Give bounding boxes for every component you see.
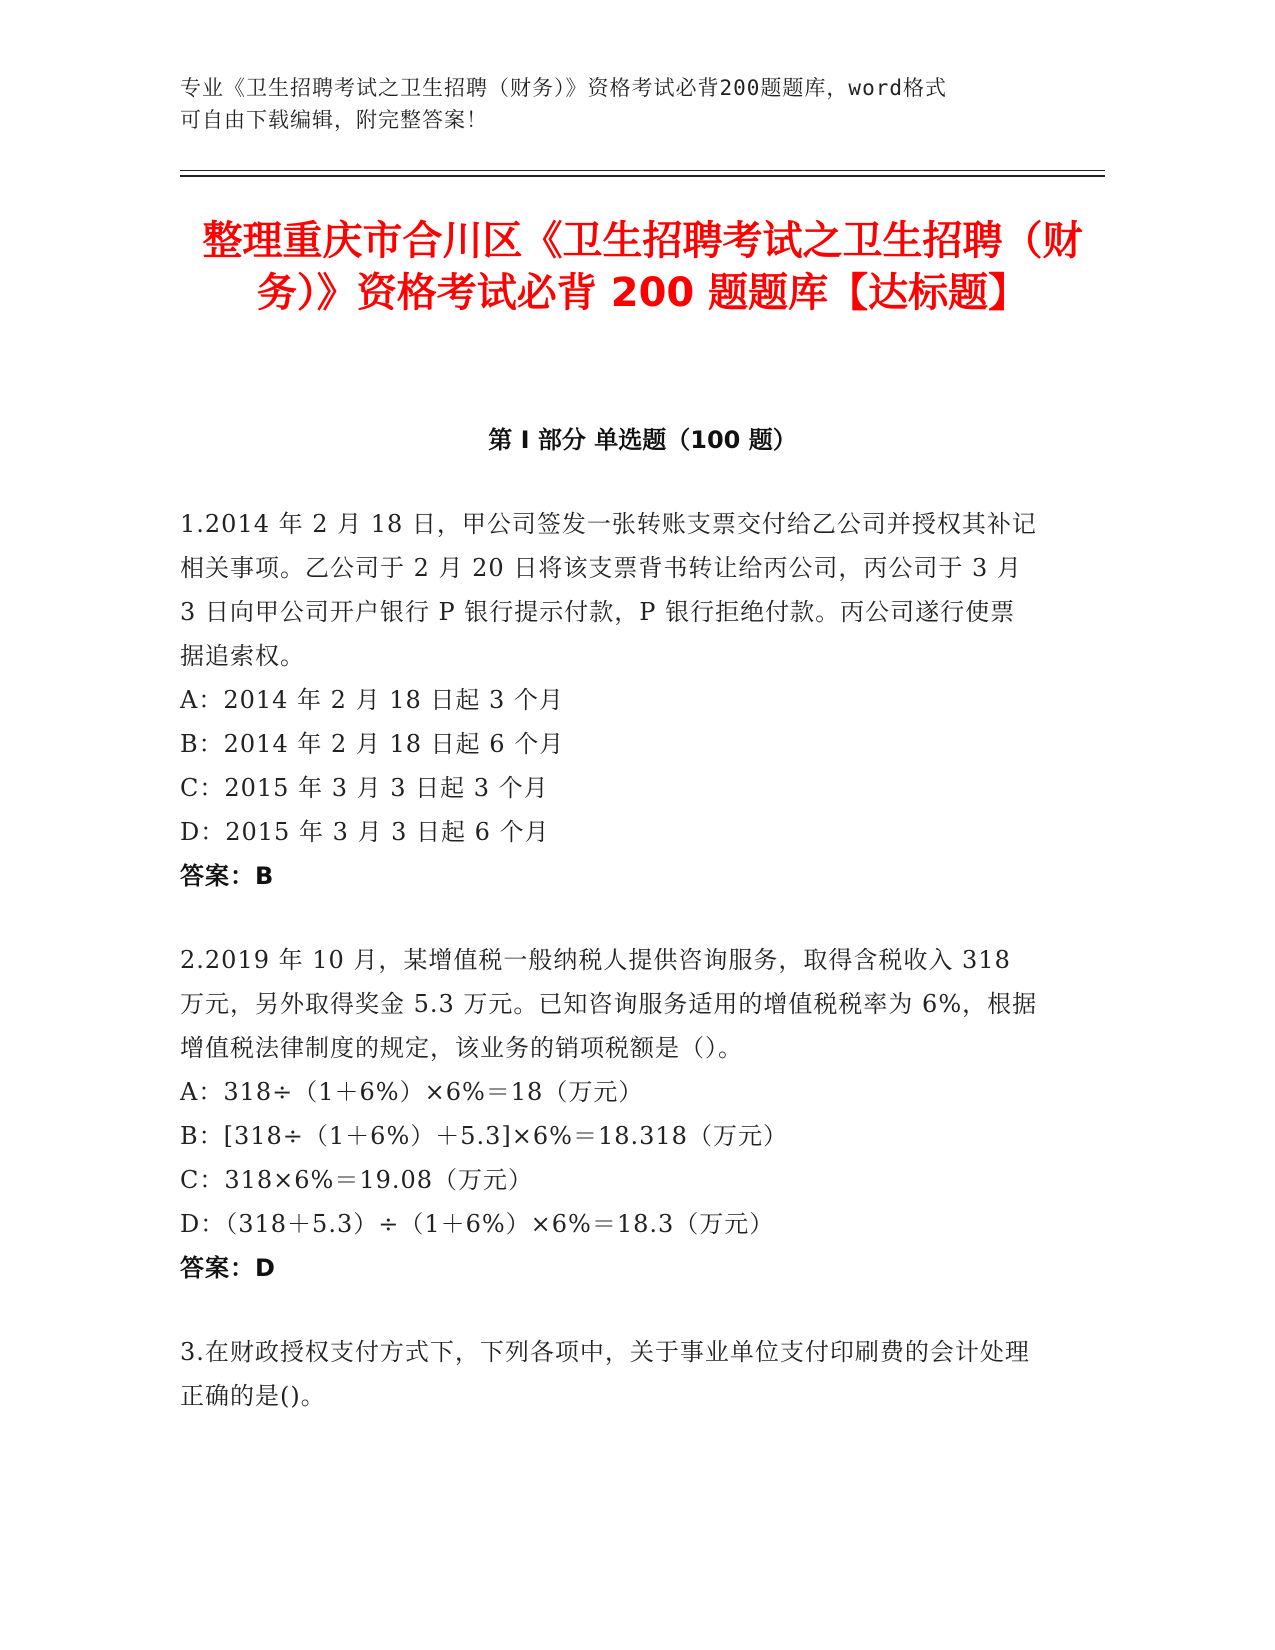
section-heading: 第 I 部分 单选题（100 题） [488, 426, 797, 454]
option-b: B：2014 年 2 月 18 日起 6 个月 [180, 730, 565, 758]
document-title: 整理重庆市合川区《卫生招聘考试之卫生招聘（财务）》资格考试必背 200 题题库【达标题】 [202, 218, 1083, 316]
option-d: D：（318＋5.3）÷（1＋6%）×6%＝18.3（万元） [180, 1210, 775, 1238]
answer: 答案：D [180, 1254, 276, 1282]
option-a: A：2014 年 2 月 18 日起 3 个月 [180, 686, 564, 714]
option-c: C：318×6%＝19.08（万元） [180, 1166, 534, 1194]
option-a: A：318÷（1＋6%）×6%＝18（万元） [180, 1078, 644, 1106]
option-c: C：2015 年 3 月 3 日起 3 个月 [180, 774, 549, 802]
answer: 答案：B [180, 862, 275, 890]
header-divider-thick [180, 175, 1105, 177]
question-stem: 2.2019 年 10 月，某增值税一般纳税人提供咨询服务，取得含税收入 318 万元，另外取得奖金 5.3 万元。已知咨询服务适用的增值税税率为 6%，根据增值税法律制度的规定，该业务的销项税额是（）。 [180, 946, 1038, 1062]
question-stem: 3.在财政授权支付方式下，下列各项中，关于事业单位支付印刷费的会计处理正确的是()。 [180, 1338, 1030, 1410]
header-divider-thin [180, 170, 1105, 171]
option-d: D：2015 年 3 月 3 日起 6 个月 [180, 818, 550, 846]
option-b: B：[318÷（1＋6%）＋5.3]×6%＝18.318（万元） [180, 1122, 788, 1150]
header-note: 专业《卫生招聘考试之卫生招聘（财务）》资格考试必背200题题库，word格式 可自由下载编辑，附完整答案！ [180, 76, 947, 132]
question-1 [180, 502, 1040, 898]
question-stem: 1.2014 年 2 月 18 日，甲公司签发一张转账支票交付给乙公司并授权其补记相关事项。乙公司于 2 月 20 日将该支票背书转让给丙公司，丙公司于 3 月 3 日向甲公司开户银行 P 银行提示付款，P 银行拒绝付款。丙公司遂行使票据追索权。 [180, 510, 1037, 670]
question-3 [180, 1330, 1040, 1418]
question-2 [180, 938, 1040, 1290]
